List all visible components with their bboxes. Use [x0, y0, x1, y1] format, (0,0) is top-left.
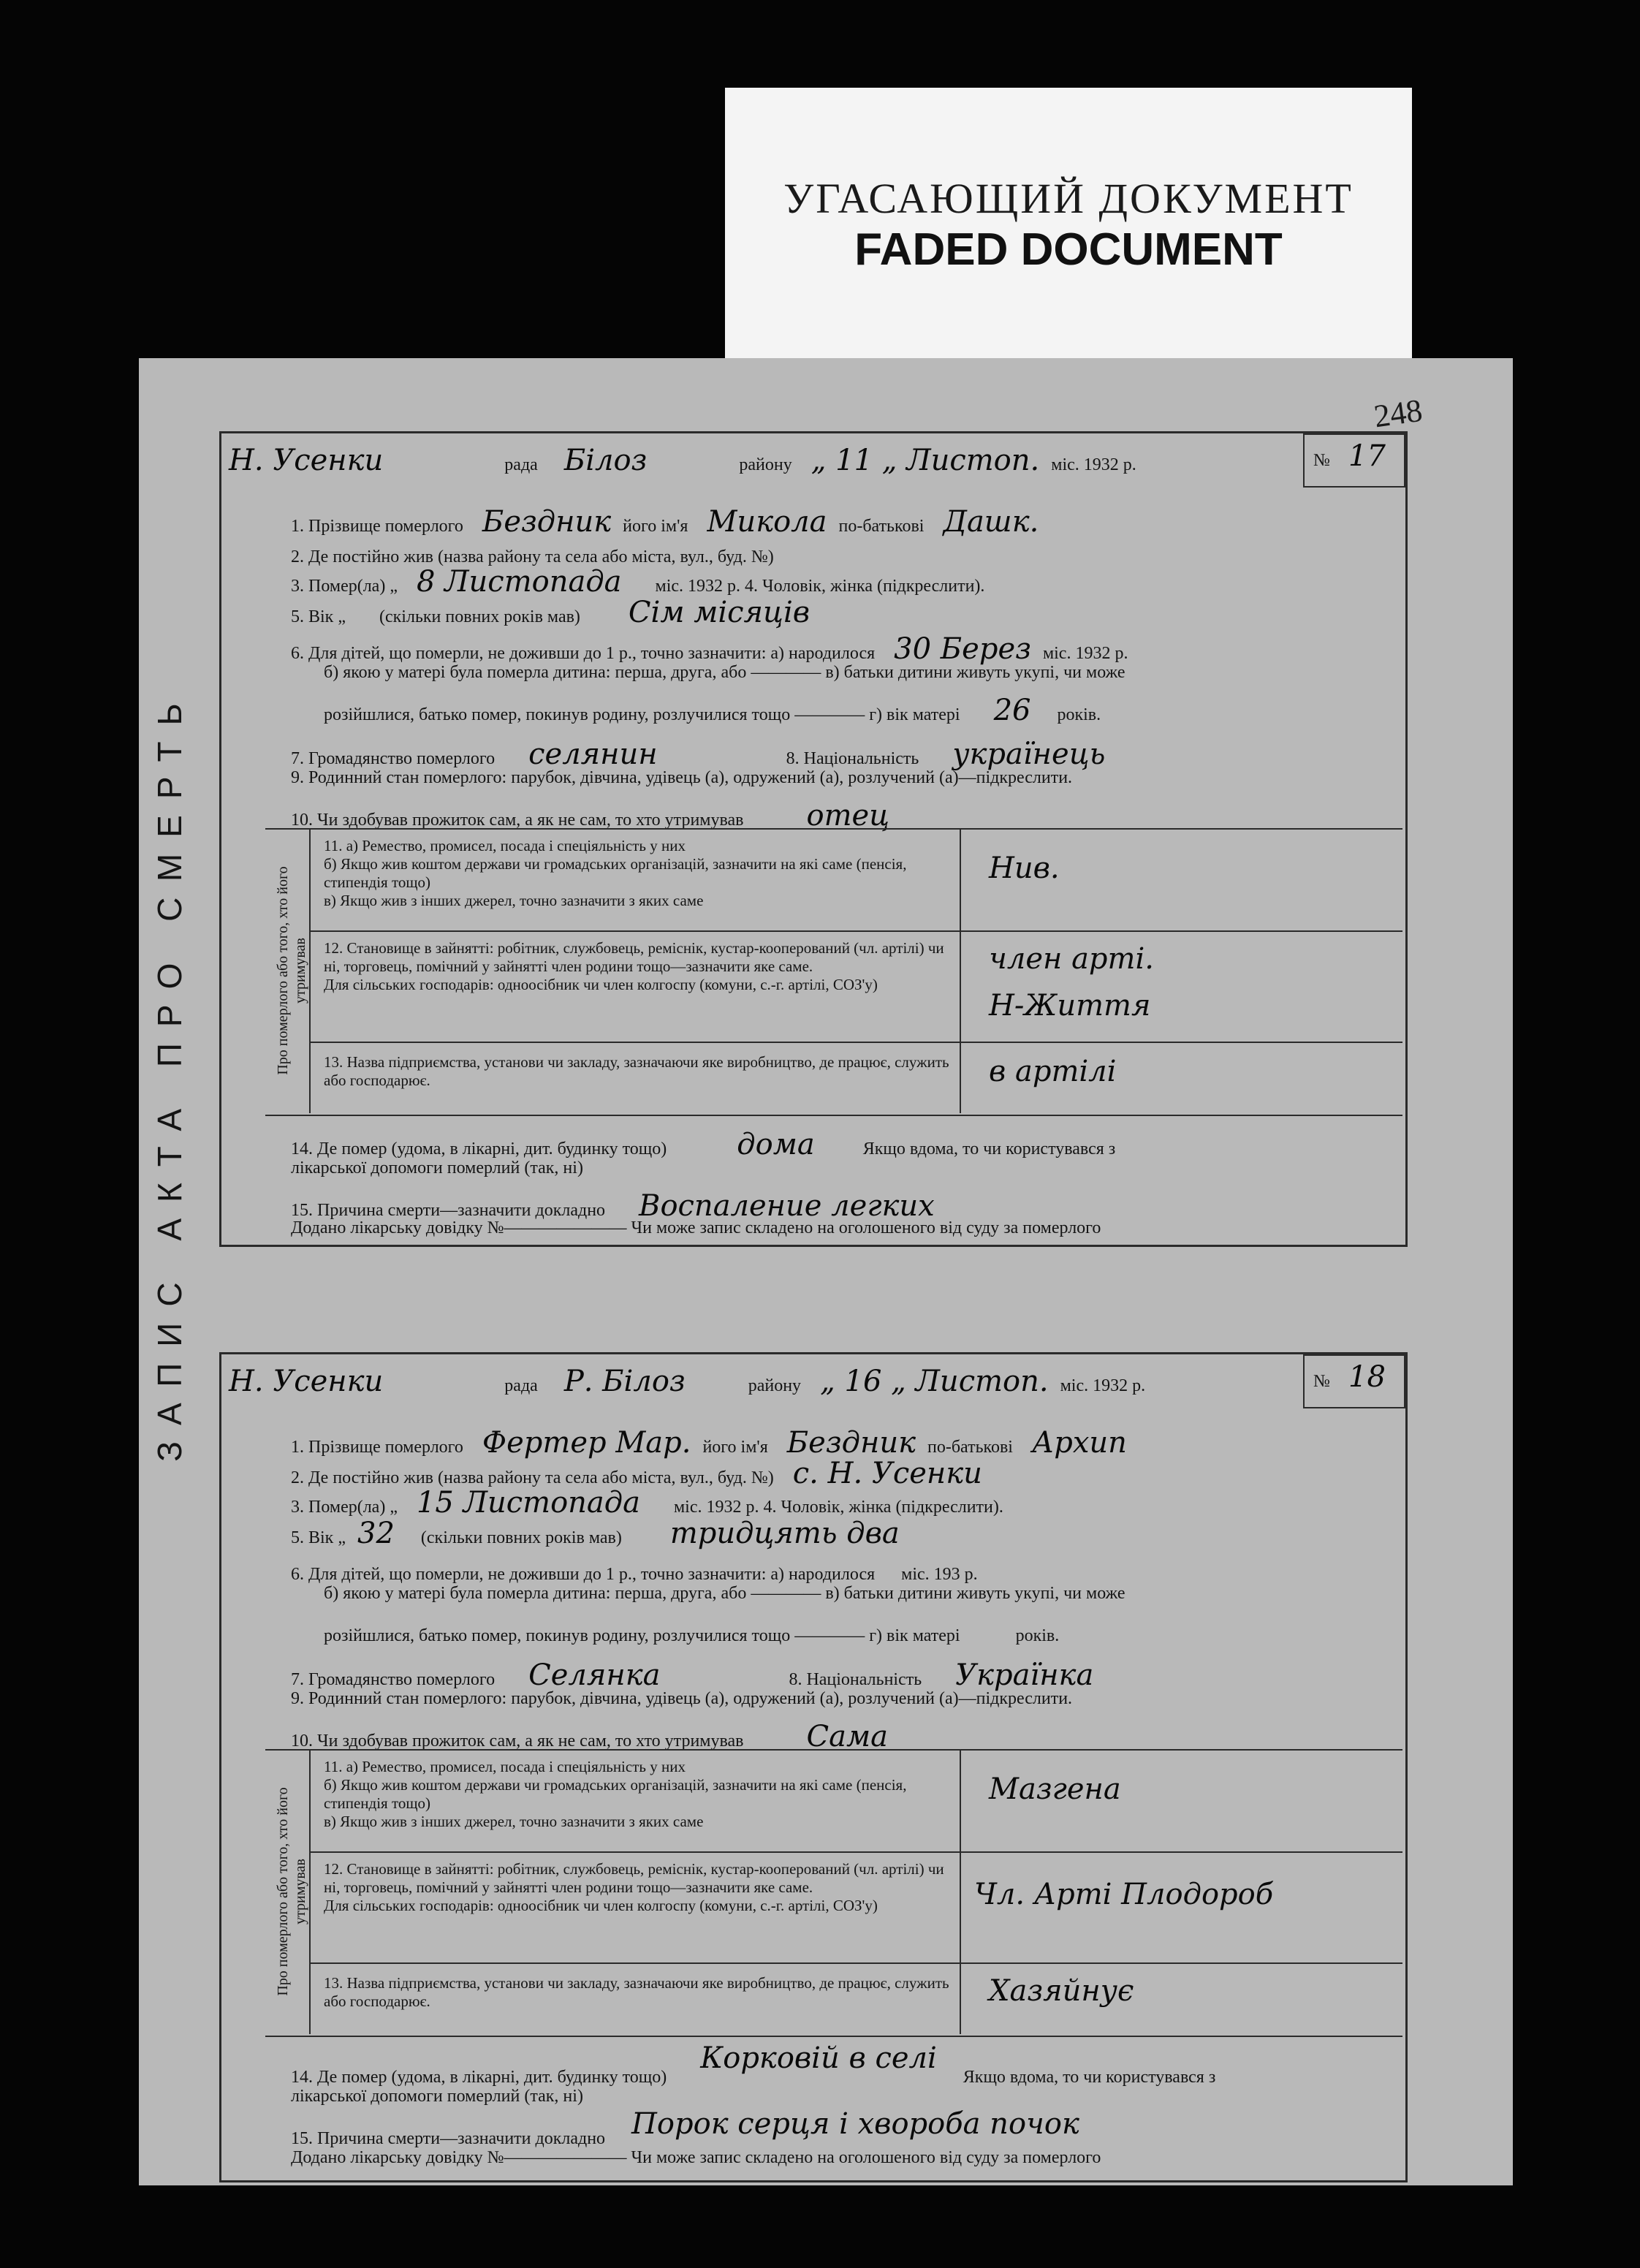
value-divider	[960, 828, 961, 1113]
field-14-line2: лікарської допомоги померлий (так, ні)	[291, 1158, 583, 1177]
field-9: 9. Родинний стан померлого: парубок, дівчина, удівець (а), одружений (а), розлучений (а)—підкреслити.	[291, 768, 1073, 787]
field-6c-label: розійшлися, батько помер, покинув родину, розлучилися тощо ———— г) вік матері	[324, 1626, 960, 1645]
field-10-label: 10. Чи здобував прожиток сам, а як не сам, то хто утримував	[291, 1732, 744, 1751]
field-6a	[291, 632, 1128, 666]
child-born: 30 Берез	[894, 632, 1031, 666]
field-6-label: 6. Для дітей, що померли, не доживши до 1 р., точно зазначити: а) народилося	[291, 1565, 876, 1584]
number-label: №	[1313, 451, 1330, 470]
field-14-tail: Якщо вдома, то чи користувався з	[963, 2068, 1216, 2087]
rayon-label: району	[739, 455, 792, 474]
field-6-year: міс. 193 р.	[901, 1565, 978, 1584]
deceased-name: Микола	[707, 505, 827, 539]
field-5-label: 5. Вік „	[291, 1528, 346, 1547]
field-9: 9. Родинний стан померлого: парубок, дівчина, удівець (а), одружений (а), розлучений (а)—підкреслити.	[291, 1689, 1073, 1708]
field-5	[291, 596, 810, 629]
field-6-year: міс. 1932 р.	[1042, 644, 1128, 663]
side-divider	[309, 1749, 311, 2034]
residence-value: с. Н. Усенки	[792, 1457, 982, 1490]
field-14	[291, 1128, 1115, 1161]
field-14-line2: лікарської допомоги померлий (так, ні)	[291, 2087, 583, 2106]
field-15-label: 15. Причина смерти—зазначити докладно	[291, 1201, 606, 1220]
row-divider-2	[309, 1962, 1402, 1964]
year-label: міс. 1932 р.	[1060, 1376, 1146, 1395]
rada-value: Р. Білоз	[563, 1365, 686, 1398]
field-3-label: 3. Помер(ла) „	[291, 577, 398, 596]
value-divider	[960, 1749, 961, 2034]
cause-of-death: Воспаление легких	[639, 1189, 935, 1223]
field-14-label: 14. Де помер (удома, в лікарні, дит. будинку тощо)	[291, 1139, 667, 1158]
record-date: „ 16 „ Листоп.	[820, 1365, 1049, 1398]
mother-age: 26	[993, 694, 1031, 727]
field-1-label: 1. Прізвище померлого	[291, 1438, 463, 1457]
citizenship-value: Селянка	[528, 1658, 661, 1692]
attached-certificate: Додано лікарську довідку №——————— Чи може запис складено на оголошеного від суду за померлого	[291, 1218, 1101, 1237]
row-divider-1	[309, 1851, 1402, 1853]
field-3-year: міс. 1932 р. 4. Чоловік, жінка (підкреслити).	[673, 1498, 1003, 1517]
field-1-label: 1. Прізвище померлого	[291, 517, 463, 536]
deceased-patronymic: Архип	[1031, 1426, 1127, 1460]
nationality-value: Українка	[955, 1658, 1094, 1692]
years-label: років.	[1015, 1626, 1060, 1645]
field-7	[291, 737, 1105, 771]
field-3-year: міс. 1932 р. 4. Чоловік, жінка (підкреслити).	[655, 577, 985, 596]
field-12: 12. Становище в зайнятті: робітник, службовець, реміснік, кустар-кооперований (чл. артілі) чи ні, торговець, помічний у зайнятті член родини тощо—зазначити яке саме. Для сільських господарів: одноосібник чи член колгоспу (комуни, с.-г. артілі, СОЗ'у)	[324, 939, 944, 993]
age-hint: (скільки повних років мав)	[379, 607, 580, 626]
field-5	[291, 1517, 900, 1550]
death-date: 15 Листопада	[416, 1486, 640, 1520]
patronymic-label: по-батькові	[838, 517, 925, 536]
field-6c	[324, 694, 1101, 727]
village-name: Н. Усенки	[229, 444, 384, 477]
deceased-name: Бездник	[786, 1426, 916, 1460]
field-6b: б) якою у матері була померла дитина: перша, друга, або ———— в) батьки дитини живуть укупі, чи може	[324, 663, 1125, 682]
deceased-surname: Фертер Мар.	[482, 1426, 691, 1460]
supporter-value: Сама	[806, 1720, 888, 1753]
label-russian: УГАСАЮЩИЙ ДОКУМЕНТ	[783, 175, 1354, 222]
field-7	[291, 1658, 1093, 1692]
workplace-value: Хазяйнує	[989, 1974, 1134, 2008]
field-10-label: 10. Чи здобував прожиток сам, а як не сам, то хто утримував	[291, 811, 744, 830]
field-14	[291, 2041, 1216, 2090]
label-english: FADED DOCUMENT	[854, 224, 1283, 275]
field-6c	[324, 1615, 1059, 1648]
supporter-value: отец	[806, 799, 890, 833]
nationality-label: 8. Національність	[786, 749, 919, 768]
field-6-label: 6. Для дітей, що померли, не доживши до 1 р., точно зазначити: а) народилося	[291, 644, 876, 663]
record-number: 17	[1348, 439, 1386, 473]
age-words: тридцять два	[669, 1517, 900, 1550]
field-12: 12. Становище в зайнятті: робітник, службовець, реміснік, кустар-кооперований (чл. артілі) чи ні, торговець, помічний у зайнятті член родини тощо—зазначити яке саме. Для сільських господарів: одноосібник чи член колгоспу (комуни, с.-г. артілі, СОЗ'у)	[324, 1860, 944, 1914]
occupation-side-label: Про померлого або того, хто його утримував	[275, 1787, 308, 1996]
cause-of-death: Порок серця і хвороба почок	[631, 2107, 1079, 2141]
field-11: 11. а) Ремество, промисел, посада і спеціяльність у них б) Якщо жив коштом держави чи громадських організацій, зазначити на які саме (пенсія, стипендія тощо) в) Якщо жив з інших джерел, точно зазначити з яких саме	[324, 837, 907, 909]
employment-value: член арті.	[989, 942, 1154, 976]
field-2-label: 2. Де постійно жив (назва району та села або міста, вул., буд. №)	[291, 547, 774, 566]
record-header	[229, 1365, 1145, 1398]
field-15-label: 15. Причина смерти—зазначити докладно	[291, 2129, 606, 2148]
field-13: 13. Назва підприємства, установи чи закладу, зазначаючи яке виробництво, де працює, служить або господарює.	[324, 1974, 953, 2010]
field-11: 11. а) Ремество, промисел, посада і спеціяльність у них б) Якщо жив коштом держави чи громадських організацій, зазначити на які саме (пенсія, стипендія тощо) в) Якщо жив з інших джерел, точно зазначити з яких саме	[324, 1758, 907, 1830]
death-date: 8 Листопада	[416, 565, 622, 599]
field-3-label: 3. Помер(ла) „	[291, 1498, 398, 1517]
rada-value: Білоз	[563, 444, 648, 477]
rada-label: рада	[504, 455, 538, 474]
record-number-box	[1303, 433, 1405, 488]
field-13: 13. Назва підприємства, установи чи закладу, зазначаючи яке виробництво, де працює, служить або господарює.	[324, 1053, 953, 1089]
field-14-label: 14. Де помер (удома, в лікарні, дит. будинку тощо)	[291, 2068, 667, 2087]
place-of-death: дома	[737, 1128, 815, 1161]
rada-label: рада	[504, 1376, 538, 1395]
field-7-label: 7. Громадянство померлого	[291, 749, 496, 768]
field-3	[291, 565, 984, 599]
field-14-tail: Якщо вдома, то чи користувався з	[862, 1139, 1116, 1158]
side-title: ЗАПИС АКТА ПРО СМЕРТЬ	[151, 687, 189, 1462]
faded-document-label	[725, 88, 1412, 365]
field-6a	[291, 1553, 978, 1587]
employment-value: Чл. Арті Плодороб	[974, 1878, 1274, 1911]
attached-certificate: Додано лікарську довідку №——————— Чи може запис складено на оголошеного від суду за померлого	[291, 2148, 1101, 2167]
record-header	[229, 444, 1136, 477]
death-record-1	[219, 431, 1408, 1247]
record-number-box	[1303, 1354, 1405, 1408]
row-divider-1	[309, 930, 1402, 932]
record-number: 18	[1348, 1360, 1386, 1394]
name-label: його ім'я	[702, 1438, 768, 1457]
field-6c-label: розійшлися, батько помер, покинув родину, розлучилися тощо ———— г) вік матері	[324, 705, 960, 724]
row-divider-2	[309, 1042, 1402, 1043]
number-label: №	[1313, 1372, 1330, 1391]
age-words: Сім місяців	[628, 596, 810, 629]
age-value: 32	[357, 1517, 395, 1550]
record-date: „ 11 „ Листоп.	[810, 444, 1040, 477]
citizenship-value: селянин	[528, 737, 658, 771]
year-label: міс. 1932 р.	[1051, 455, 1136, 474]
side-divider	[309, 828, 311, 1113]
years-label: років.	[1057, 705, 1101, 724]
nationality-label: 8. Національність	[789, 1670, 922, 1689]
field-3	[291, 1486, 1003, 1520]
field-1	[291, 505, 1039, 539]
name-label: його ім'я	[623, 517, 688, 536]
field-5-label: 5. Вік „	[291, 607, 346, 626]
age-hint: (скільки повних років мав)	[420, 1528, 622, 1547]
occupation-side-label: Про померлого або того, хто його утримував	[275, 866, 308, 1075]
occupation-value: Нив.	[989, 852, 1060, 885]
field-1	[291, 1426, 1127, 1460]
workplace-value: в артілі	[989, 1055, 1117, 1088]
nationality-value: українець	[952, 737, 1106, 771]
place-of-death: Корковій в селі	[700, 2041, 937, 2075]
employment-value-2: Н-Життя	[989, 989, 1151, 1023]
patronymic-label: по-батькові	[927, 1438, 1013, 1457]
field-6b: б) якою у матері була померла дитина: перша, друга, або ———— в) батьки дитини живуть укупі, чи може	[324, 1584, 1125, 1603]
deceased-patronymic: Дашк.	[943, 505, 1039, 539]
field-7-label: 7. Громадянство померлого	[291, 1670, 496, 1689]
village-name: Н. Усенки	[229, 1365, 384, 1398]
death-record-2	[219, 1352, 1408, 2182]
occupation-value: Мазгена	[989, 1772, 1121, 1806]
deceased-surname: Бездник	[482, 505, 612, 539]
field-15	[291, 2107, 1079, 2151]
field-2-label: 2. Де постійно жив (назва району та села або міста, вул., буд. №)	[291, 1468, 774, 1487]
rayon-label: району	[748, 1376, 802, 1395]
page-number: 248	[1371, 392, 1425, 435]
